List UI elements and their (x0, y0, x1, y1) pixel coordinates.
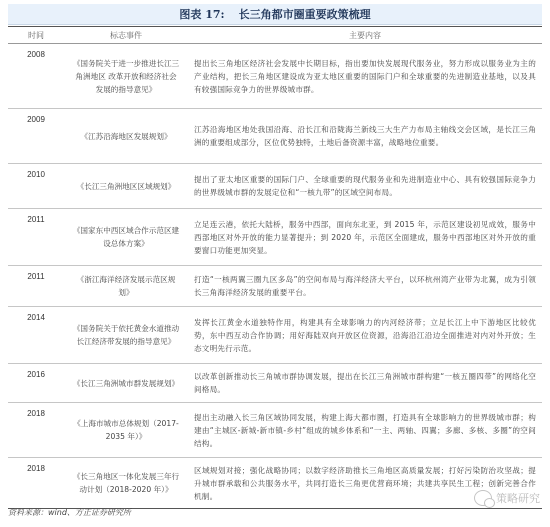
chart-title: 长三角都市圈重要政策梳理 (238, 8, 371, 21)
header-doc: 标志事件 (110, 30, 142, 40)
content-cell: 提出了亚太地区重要的国际门户、全球重要的现代服务业和先进制造业中心、具有较强国际竞争力的世界级城市群的发展定位和“一核九带”的区域空间布局。 (194, 175, 536, 197)
policy-table (8, 26, 542, 509)
table-row (8, 403, 542, 458)
year-cell: 2018 (27, 409, 45, 418)
year-cell: 2010 (27, 170, 45, 179)
doc-cell: 《江苏沿海地区发展规划》 (80, 131, 172, 141)
content-cell: 以改革创新推动长三角城市群协调发展，提出在长江三角洲城市群构建“一核五圈四带”的网络化空间格局。 (194, 372, 536, 394)
table-row (8, 44, 542, 109)
table-row (8, 109, 542, 164)
year-cell: 2008 (27, 50, 45, 59)
year-cell: 2016 (27, 370, 45, 379)
content-cell: 立足连云港，依托大陆桥，服务中西部，面向东北亚，到 2015 年，示范区建设初见成效，服务中西部地区对外开放的能力显著提升；到 2020 年，示范区全面建成，服务中西部地区对外开放的重要窗口功能更加突显。 (194, 219, 536, 255)
doc-cell: 《长江三角洲地区区域规划》 (76, 181, 176, 191)
doc-cell: 《上海市城市总体规划（2017-2035 年）》 (73, 419, 179, 441)
source-note: 资料来源：wind、方正证券研究所 (8, 508, 131, 517)
table-header (8, 27, 542, 44)
content-cell: 打造“一核两翼三圈九区多岛”的空间布局与海洋经济大平台，以环杭州湾产业带为北翼，成为引领长三角海洋经济发展的重要平台。 (194, 275, 536, 297)
watermark-text: 策略研究 (496, 492, 540, 505)
doc-cell: 《国家东中西区域合作示范区建设总体方案》 (72, 226, 180, 248)
table-row (8, 458, 542, 508)
doc-cell: 《浙江海洋经济发展示范区规划》 (76, 275, 176, 297)
doc-cell: 《长江三角洲城市群发展规划》 (72, 378, 180, 388)
table-row (8, 266, 542, 307)
year-cell: 2011 (27, 272, 45, 281)
year-cell: 2009 (27, 115, 45, 124)
doc-cell: 《长三角地区一体化发展三年行动计划（2018-2020 年）》 (72, 472, 180, 494)
table-row (8, 209, 542, 266)
wechat-icon (474, 490, 492, 506)
watermark (474, 490, 540, 506)
content-cell: 区域规划对接；强化战略协同；以数字经济助推长三角地区高质量发展；打好污染防治攻坚战；提升城市群承载和公共服务水平，共同打造长三角更优营商环境；共建共享民生工程；创新完善合作机制。 (194, 465, 536, 501)
content-cell: 提出长三角地区经济社会发展中长期目标，指出要加快发展现代服务业，努力形成以服务业为主的产业结构，把长三角地区建设成为亚太地区重要的国际门户和全球重要的先进制造业基地，以及具有较强国际竞争力的世界级城市群。 (194, 58, 536, 94)
doc-cell: 《国务院关于依托黄金水道推动长江经济带发展的指导意见》 (72, 324, 180, 346)
chart-title-bar (8, 4, 542, 25)
content-cell: 发挥长江黄金水道独特作用，构建具有全球影响力的内河经济带；立足长江上中下游地区比较优势，东中西互动合作协调；用好海陆双向开放区位资源，沿海沿江沿边全面推进对内对外开放；生态文明先行示范。 (194, 317, 536, 353)
year-cell: 2011 (27, 215, 45, 224)
content-cell: 江苏沿海地区地处我国沿海、沿长江和沿陇海兰新线三大生产力布局主轴线交会区域，是长江三角洲的重要组成部分，区位优势独特，土地后备资源丰富，战略地位重要。 (194, 125, 536, 147)
table-row (8, 164, 542, 209)
doc-cell: 《国务院关于进一步推进长江三角洲地区 改革开放和经济社会发展的指导意见》 (72, 58, 180, 94)
table-row (8, 364, 542, 403)
table-row (8, 307, 542, 364)
year-cell: 2014 (27, 313, 45, 322)
chart-number: 图表 17: (179, 8, 225, 21)
header-content: 主要内容 (349, 30, 381, 40)
year-cell: 2018 (27, 464, 45, 473)
header-time: 时间 (28, 30, 44, 40)
content-cell: 提出主动融入长三角区域协同发展，构建上海大都市圈，打造具有全球影响力的世界级城市群；构建由“主城区-新城-新市镇-乡村”组成的城乡体系和“一主、两轴、四翼；多廊、多核、多圈”的空间结构。 (194, 412, 536, 448)
